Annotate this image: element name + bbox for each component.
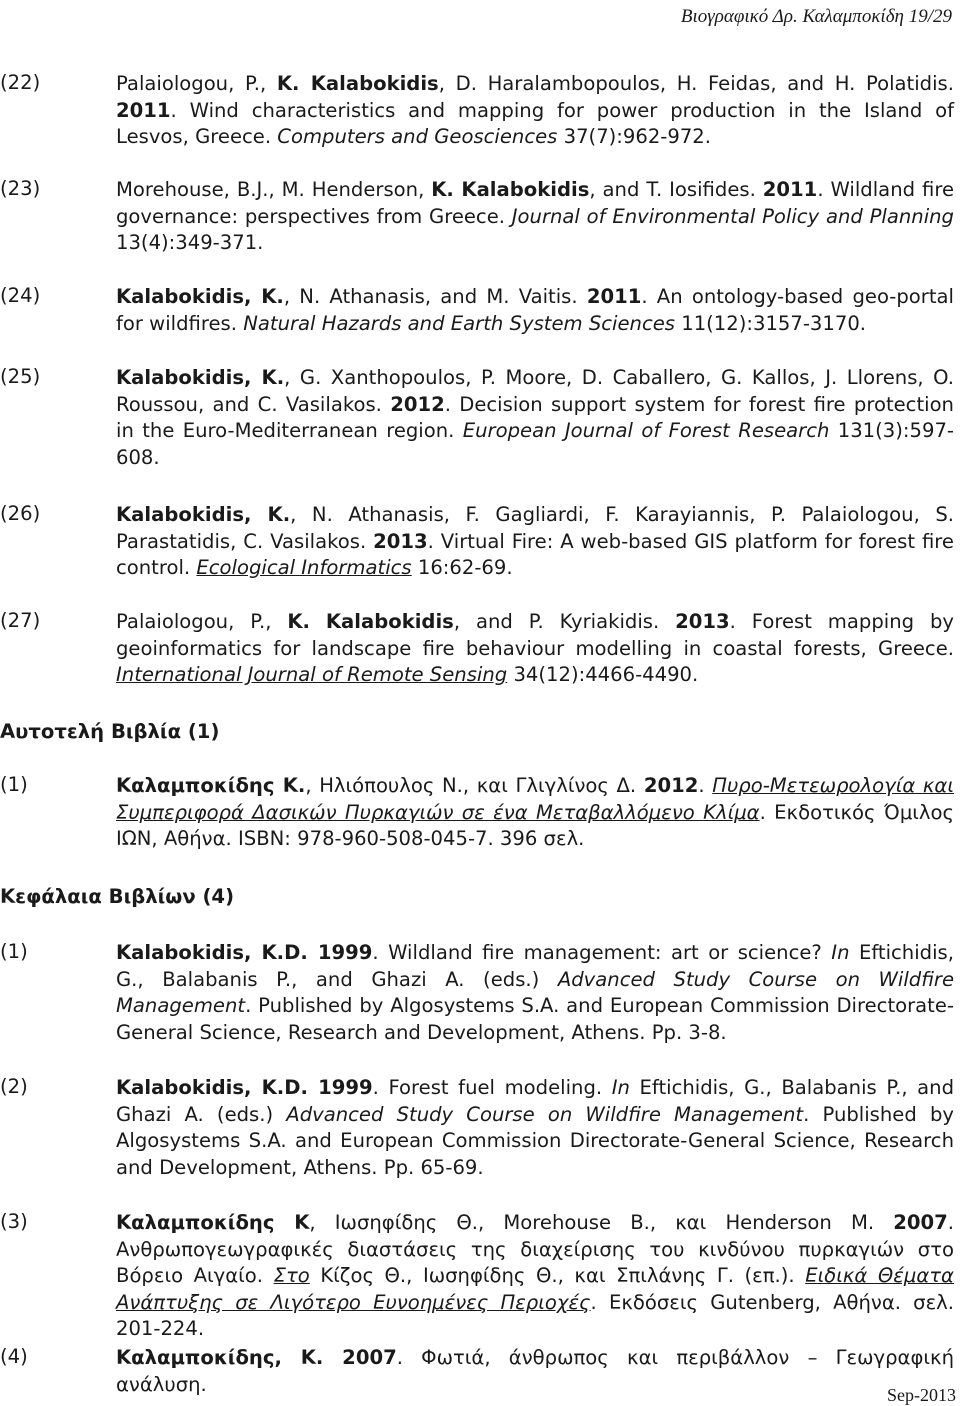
journal: Journal of Environmental Policy and Planning bbox=[511, 204, 954, 228]
journal: Natural Hazards and Earth System Sciences bbox=[243, 311, 675, 335]
book-title: Advanced Study Course on Wildfire Management bbox=[116, 967, 955, 1017]
editors: Eftichidis, G., Balabanis P., and Ghazi A. (eds.) bbox=[116, 941, 954, 991]
journal: Ecological Informatics bbox=[196, 556, 412, 579]
chapter-entry bbox=[0, 1075, 954, 1181]
reference-entry bbox=[0, 502, 954, 582]
entry-text bbox=[116, 1075, 954, 1181]
journal: Computers and Geosciences bbox=[277, 125, 558, 148]
title: . Φωτιά, άνθρωπος και περιβάλλον – Γεωγραφική ανάλυση. bbox=[116, 1346, 954, 1396]
entry-number: (26) bbox=[0, 502, 41, 525]
entry-text bbox=[116, 71, 954, 151]
entry-text bbox=[116, 365, 954, 471]
authors: , and P. Kyriakidis. bbox=[453, 610, 676, 633]
chapter-entry bbox=[0, 940, 954, 1046]
entry-text bbox=[116, 502, 954, 582]
in-marker: In bbox=[831, 941, 850, 964]
entry-number: (1) bbox=[0, 773, 28, 796]
in-marker: Στο bbox=[273, 1264, 310, 1287]
entry-text bbox=[116, 284, 954, 337]
year: 2011 bbox=[762, 178, 818, 201]
entry-text bbox=[116, 1210, 954, 1343]
authors: , and T. Iosifides. bbox=[589, 178, 763, 201]
entry-number: (23) bbox=[0, 177, 41, 200]
editors: Κίζος Θ., Ιωσηφίδης Θ., και Σπιλάνης Γ. (επ.). bbox=[309, 1264, 806, 1287]
in-marker: In bbox=[611, 1076, 630, 1099]
title: . An ontology-based geo-portal for wildfires. bbox=[116, 285, 954, 335]
entry-text bbox=[116, 609, 954, 689]
author-highlight: Καλαμποκίδης, Κ. 2007 bbox=[116, 1346, 397, 1369]
author-highlight: K. bbox=[287, 610, 310, 633]
title: . Forest mapping by geoinformatics for landscape fire behaviour modelling in coastal forests, Greece. bbox=[116, 610, 954, 660]
author-highlight: Kalabokidis bbox=[325, 610, 454, 633]
entry-number: (27) bbox=[0, 609, 41, 632]
year: 2011 bbox=[116, 98, 171, 122]
entry-number: (2) bbox=[0, 1075, 28, 1098]
volume-pages: 34(12):4466-4490. bbox=[507, 663, 699, 686]
author-highlight: Kalabokidis, K.D. 1999 bbox=[116, 941, 373, 964]
title: . Wildland fire management: art or science? bbox=[372, 941, 832, 964]
entry-number: (1) bbox=[0, 940, 28, 963]
volume-pages: 37(7):962-972. bbox=[557, 125, 712, 148]
book-title: Πυρο-Μετεωρολογία και Συμπεριφορά Δασικών Πυρκαγιών σε ένα Μεταβαλλόμενο Κλίμα bbox=[116, 774, 954, 824]
author-highlight: Καλαμποκίδης Κ. bbox=[116, 774, 306, 797]
entry-number: (4) bbox=[0, 1345, 28, 1368]
publisher: . Εκδόσεις Gutenberg, Αθήνα. σελ. 201-224. bbox=[116, 1290, 955, 1340]
authors: , G. Xanthopoulos, P. Moore, D. Caballero, G. Kallos, J. Llorens, O. Roussou, and C. Vasilakos. bbox=[116, 366, 954, 416]
title: . Decision support system for forest fire protection in the Euro-Mediterranean region. bbox=[116, 392, 954, 442]
reference-entry bbox=[0, 71, 954, 151]
authors: , D. Haralambopoulos, H. Feidas, and H. Polatidis. bbox=[438, 72, 954, 95]
entry-number: (3) bbox=[0, 1210, 28, 1233]
title: . Wildland fire governance: perspectives from Greece. bbox=[116, 178, 954, 228]
authors: , N. Athanasis, F. Gagliardi, F. Karayiannis, P. Palaiologou, S. Parastatidis, C. Vasilakos. bbox=[116, 503, 954, 553]
volume-pages: 131(3):597-608. bbox=[116, 419, 954, 469]
volume-pages: 16:62-69. bbox=[411, 556, 513, 579]
year: 2013 bbox=[373, 529, 428, 553]
year: 2013 bbox=[675, 610, 730, 633]
volume-pages: 11(12):3157-3170. bbox=[675, 311, 867, 335]
reference-entry bbox=[0, 365, 954, 471]
book-entry bbox=[0, 773, 954, 853]
year: 2011 bbox=[586, 285, 642, 308]
year: 2012 bbox=[390, 392, 445, 416]
journal: European Journal of Forest Research bbox=[462, 419, 830, 442]
authors: Palaiologou, P., bbox=[116, 72, 277, 95]
chapter-entry bbox=[0, 1345, 954, 1398]
journal: International Journal of Remote Sensing bbox=[116, 663, 508, 686]
page-footer-date: Sep-2013 bbox=[887, 1385, 956, 1405]
reference-entry bbox=[0, 284, 954, 337]
editors: Eftichidis, G., Balabanis P., and Ghazi A. (eds.) bbox=[116, 1076, 955, 1126]
page-header: Βιογραφικό Δρ. Καλαμποκίδη 19/29 bbox=[680, 6, 952, 27]
author-highlight: K. Kalabokidis bbox=[431, 178, 590, 201]
author-highlight: Καλαμποκίδης Κ bbox=[116, 1211, 310, 1234]
author-highlight: Kalabokidis, K. bbox=[116, 366, 285, 389]
reference-entry bbox=[0, 609, 954, 689]
authors: , N. Athanasis, and M. Vaitis. bbox=[283, 285, 587, 308]
book-title: Advanced Study Course on Wildfire Management bbox=[286, 1102, 804, 1126]
entry-number: (25) bbox=[0, 365, 41, 388]
space bbox=[310, 610, 326, 633]
reference-entry bbox=[0, 177, 954, 257]
year: 2012 bbox=[643, 774, 699, 797]
authors: Morehouse, B.J., M. Henderson, bbox=[116, 178, 432, 201]
chapter-entry bbox=[0, 1210, 954, 1343]
author-highlight: Kalabokidis, K.D. 1999 bbox=[116, 1076, 373, 1099]
title: . Wind characteristics and mapping for power production in the Island of Lesvos, Greece. bbox=[116, 98, 954, 148]
title: . Ανθρωπογεωγραφικές διαστάσεις της διαχείρισης του κινδύνου πυρκαγιών στο Βόρειο Αιγαίο. bbox=[116, 1211, 955, 1287]
title: . Forest fuel modeling. bbox=[372, 1076, 612, 1099]
authors: Palaiologou, P., bbox=[116, 610, 288, 633]
entry-text bbox=[116, 1345, 954, 1398]
publisher: . Published by Algosystems S.A. and European Commission Directorate-General Science, Research and Development, Athens. Pp. 3-8. bbox=[116, 994, 954, 1044]
year: 2007 bbox=[893, 1211, 948, 1234]
section-heading-books: Αυτοτελή Βιβλία (1) bbox=[0, 720, 220, 743]
author-highlight: Kalabokidis, K. bbox=[116, 503, 291, 526]
separator: . bbox=[698, 774, 713, 797]
volume-pages: 13(4):349-371. bbox=[116, 231, 264, 254]
entry-number: (24) bbox=[0, 284, 41, 307]
entry-number: (22) bbox=[0, 71, 41, 94]
authors: , Ηλιόπουλος Ν., και Γλιγλίνος Δ. bbox=[305, 774, 644, 797]
title: . Virtual Fire: A web-based GIS platform for forest fire control. bbox=[116, 529, 954, 579]
entry-text bbox=[116, 940, 954, 1046]
section-heading-chapters: Κεφάλαια Βιβλίων (4) bbox=[0, 885, 235, 908]
author-highlight: K. Kalabokidis bbox=[276, 72, 439, 95]
authors: , Ιωσηφίδης Θ., Morehouse B., και Henderson M. bbox=[309, 1211, 894, 1234]
publisher: . Εκδοτικός Όμιλος ΙΩΝ, Αθήνα. ISBN: 978-960-508-045-7. 396 σελ. bbox=[116, 800, 955, 850]
entry-text bbox=[116, 773, 954, 853]
publisher: . Published by Algosystems S.A. and European Commission Directorate-General Science, Research and Development, Athens. Pp. 65-69. bbox=[116, 1102, 954, 1179]
author-highlight: Kalabokidis, K. bbox=[116, 285, 284, 308]
book-title: Ειδικά Θέματα Ανάπτυξης σε Λιγότερο Ευνοημένες Περιοχές bbox=[116, 1264, 954, 1314]
entry-text bbox=[116, 177, 954, 257]
